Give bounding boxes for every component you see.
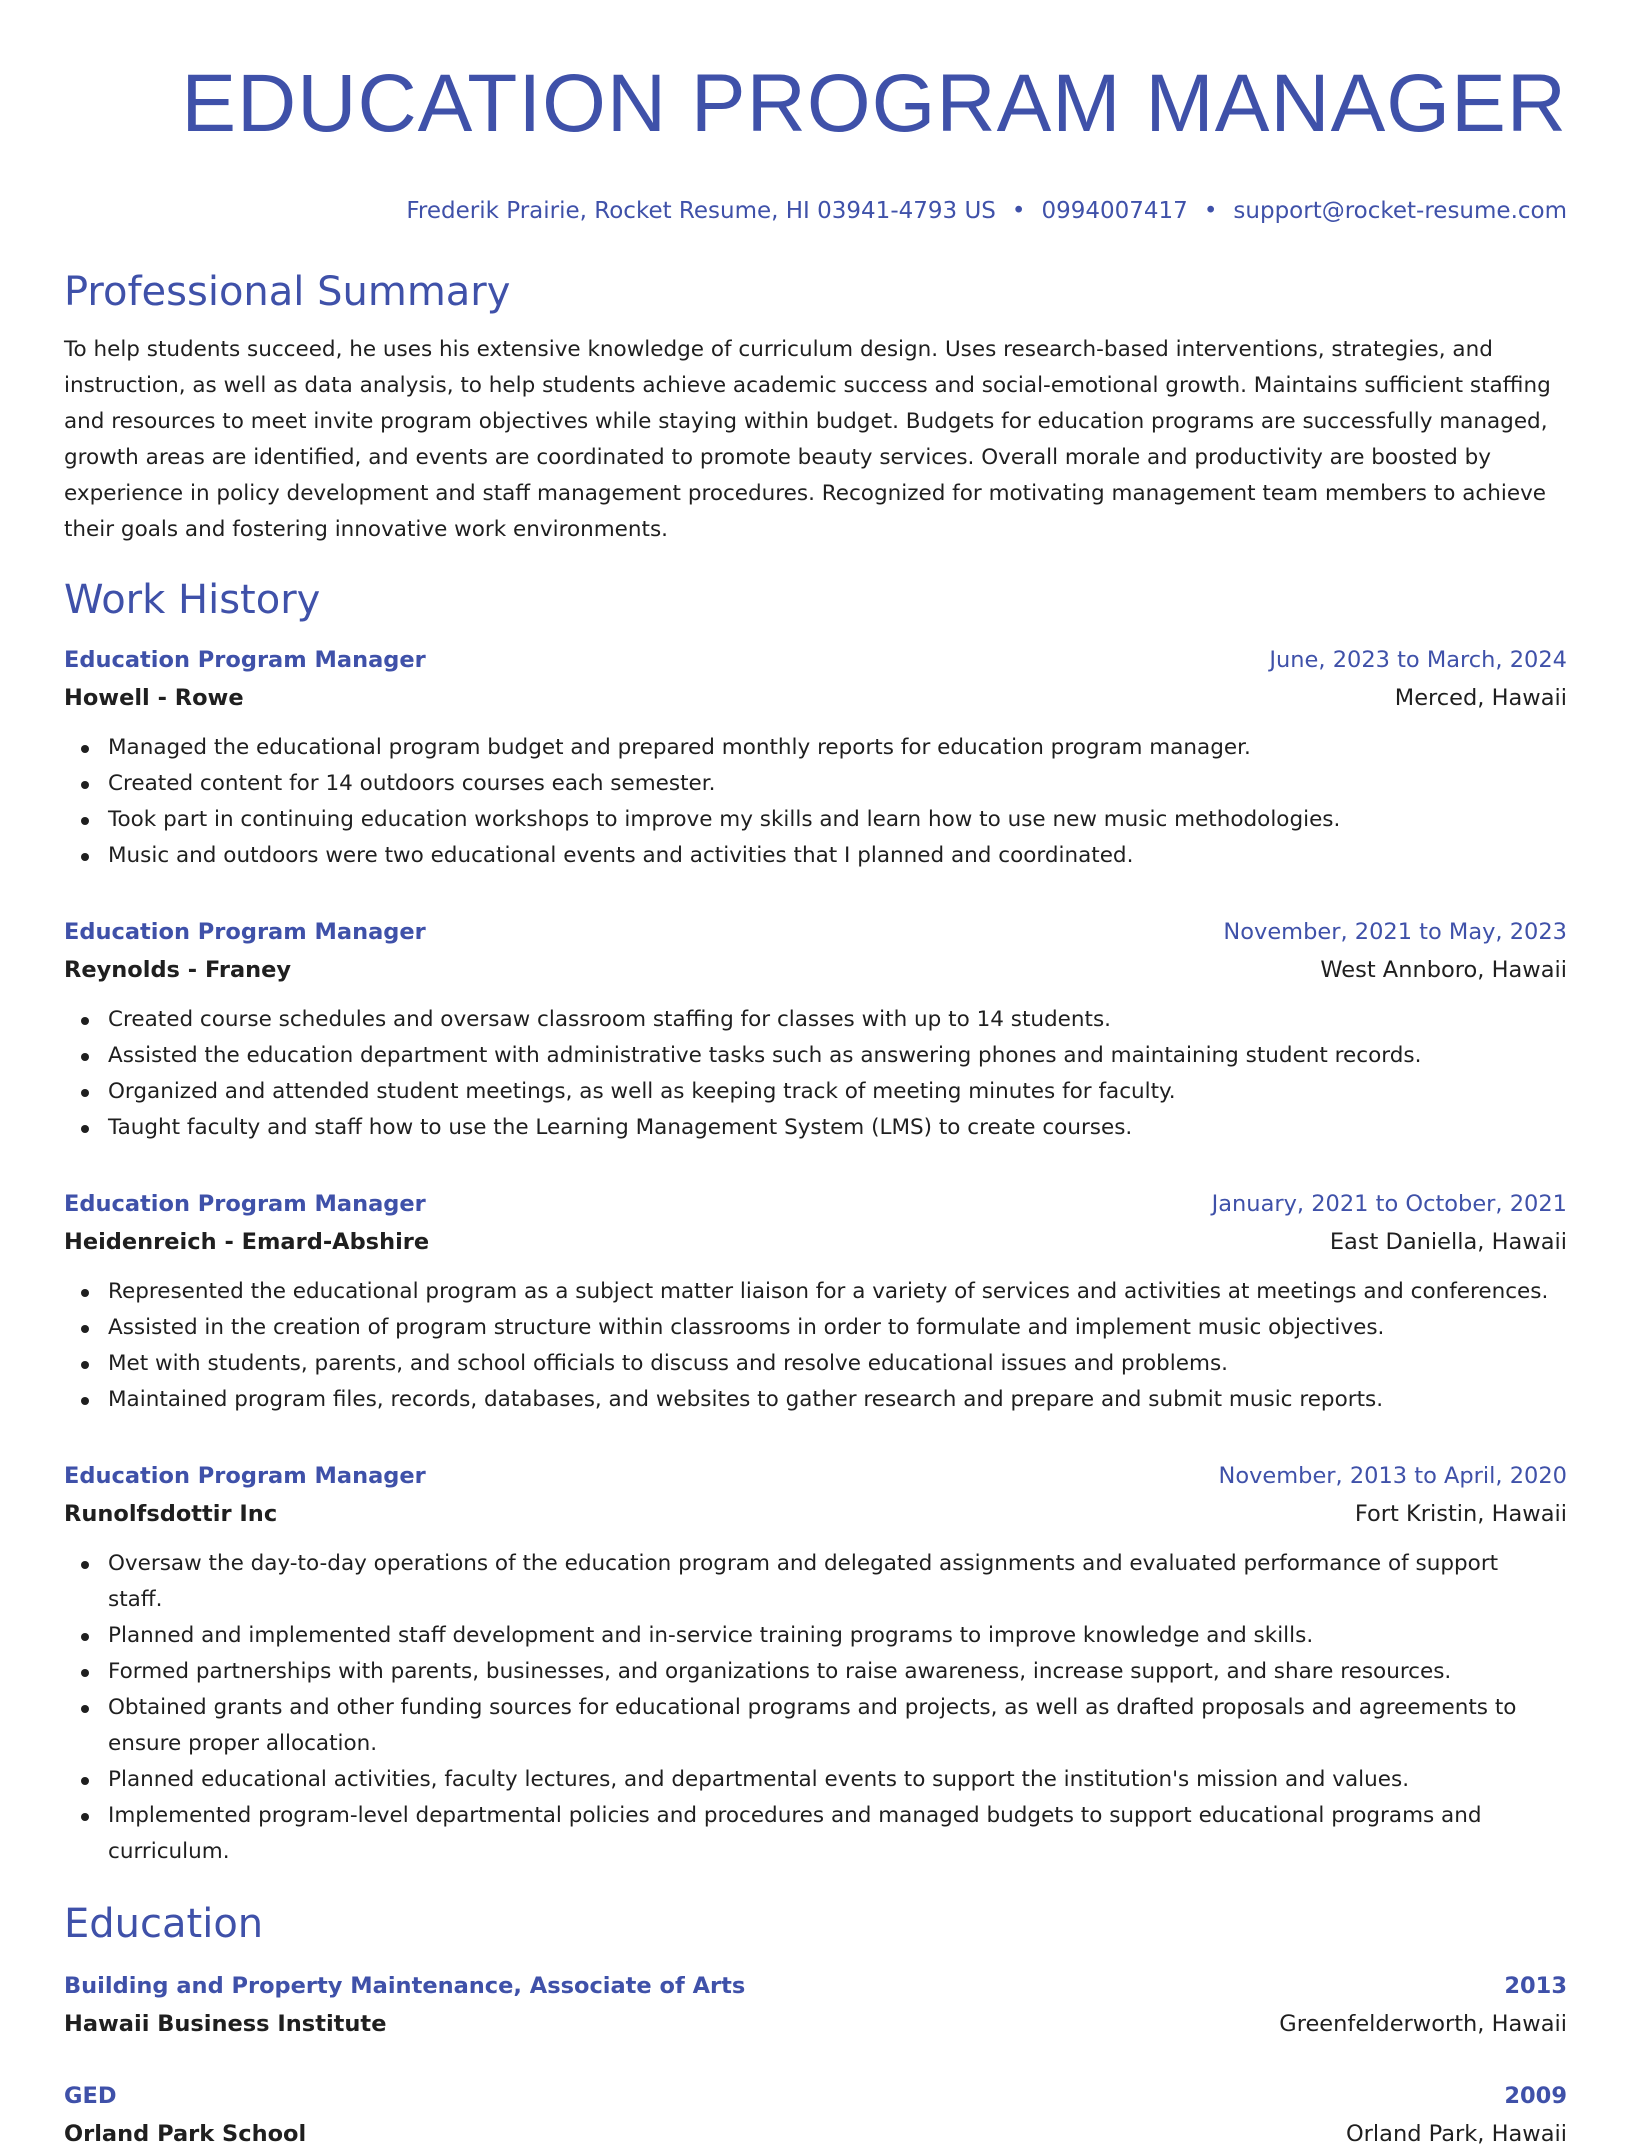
job-bullet: Organized and attended student meetings, as well as keeping track of meeting minutes for faculty. <box>108 1074 1567 1110</box>
job-header-row <box>64 644 1567 676</box>
education-location: Orland Park, Hawaii <box>1345 2121 1567 2147</box>
summary-heading: Professional Summary <box>64 269 511 315</box>
job-bullets <box>64 1546 1567 1870</box>
job-bullets <box>64 1002 1567 1146</box>
job-company: Runolfsdottir Inc <box>64 1501 278 1527</box>
education-degree: Building and Property Maintenance, Associate of Arts <box>64 1973 746 1999</box>
job-company-row <box>64 1226 1567 1258</box>
job-header-row <box>64 1460 1567 1492</box>
education-entry <box>64 2080 1567 2150</box>
job-location: East Daniella, Hawaii <box>1329 1229 1567 1255</box>
job-company-row <box>64 954 1567 986</box>
job-bullet: Oversaw the day-to-day operations of the education program and delegated assignments and evaluated performance of support staff. <box>108 1546 1567 1618</box>
job-bullet: Implemented program-level departmental policies and procedures and managed budgets to support educational programs and curriculum. <box>108 1798 1567 1870</box>
job-bullet: Created content for 14 outdoors courses each semester. <box>108 766 1567 802</box>
education-header-row <box>64 1970 1567 2002</box>
job-bullets <box>64 1274 1567 1418</box>
job-company-row <box>64 1498 1567 1530</box>
contact-separator: • <box>1011 198 1026 224</box>
education-school-row <box>64 2118 1567 2150</box>
job-bullet: Maintained program files, records, databases, and websites to gather research and prepare and submit music reports. <box>108 1382 1567 1418</box>
job-entry <box>64 916 1567 1146</box>
job-company: Heidenreich - Emard-Abshire <box>64 1229 430 1255</box>
contact-email[interactable]: support@rocket-resume.com <box>1233 198 1567 224</box>
job-bullet: Obtained grants and other funding sources for educational programs and projects, as well as drafted proposals and agreements to ensure proper allocation. <box>108 1690 1567 1762</box>
job-bullet: Met with students, parents, and school officials to discuss and resolve educational issues and problems. <box>108 1346 1567 1382</box>
job-dates: November, 2013 to April, 2020 <box>1218 1463 1567 1489</box>
job-bullet: Planned and implemented staff development and in-service training programs to improve knowledge and skills. <box>108 1618 1567 1654</box>
resume-page <box>64 0 1567 2150</box>
job-title: Education Program Manager <box>64 1191 426 1217</box>
education-location: Greenfelderworth, Hawaii <box>1279 2011 1567 2037</box>
education-header-row <box>64 2080 1567 2112</box>
education-entry <box>64 1970 1567 2040</box>
education-year: 2013 <box>1504 1973 1567 1999</box>
contact-separator: • <box>1203 198 1218 224</box>
job-bullet: Created course schedules and oversaw classroom staffing for classes with up to 14 students. <box>108 1002 1567 1038</box>
job-title: Education Program Manager <box>64 647 426 673</box>
education-heading: Education <box>64 1901 264 1947</box>
job-bullet: Managed the educational program budget and prepared monthly reports for education program manager. <box>108 730 1567 766</box>
contact-address: Frederik Prairie, Rocket Resume, HI 03941-4793 US <box>406 198 996 224</box>
job-dates: January, 2021 to October, 2021 <box>1211 1191 1567 1217</box>
contact-phone: 0994007417 <box>1041 198 1188 224</box>
job-bullet: Formed partnerships with parents, businesses, and organizations to raise awareness, increase support, and share resources. <box>108 1654 1567 1690</box>
job-entry <box>64 1188 1567 1418</box>
job-bullet: Music and outdoors were two educational events and activities that I planned and coordinated. <box>108 838 1567 874</box>
job-location: West Annboro, Hawaii <box>1320 957 1567 983</box>
education-school: Hawaii Business Institute <box>64 2011 387 2037</box>
contact-line <box>64 196 1567 226</box>
job-location: Merced, Hawaii <box>1394 685 1567 711</box>
resume-title: EDUCATION PROGRAM MANAGER <box>181 58 1567 149</box>
job-bullet: Took part in continuing education workshops to improve my skills and learn how to use new music methodologies. <box>108 802 1567 838</box>
job-bullet: Planned educational activities, faculty lectures, and departmental events to support the institution's mission and values. <box>108 1762 1567 1798</box>
work-history-heading: Work History <box>64 577 321 623</box>
job-entry <box>64 644 1567 874</box>
job-bullet: Taught faculty and staff how to use the Learning Management System (LMS) to create courses. <box>108 1110 1567 1146</box>
education-degree: GED <box>64 2083 117 2109</box>
education-school: Orland Park School <box>64 2121 307 2147</box>
education-year: 2009 <box>1504 2083 1567 2109</box>
job-title: Education Program Manager <box>64 919 426 945</box>
job-location: Fort Kristin, Hawaii <box>1354 1501 1567 1527</box>
job-title: Education Program Manager <box>64 1463 426 1489</box>
job-company: Reynolds - Franey <box>64 957 292 983</box>
job-header-row <box>64 1188 1567 1220</box>
job-bullet: Assisted in the creation of program structure within classrooms in order to formulate and implement music objectives. <box>108 1310 1567 1346</box>
job-bullets <box>64 730 1567 874</box>
job-dates: June, 2023 to March, 2024 <box>1269 647 1567 673</box>
job-dates: November, 2021 to May, 2023 <box>1223 919 1567 945</box>
job-bullet: Represented the educational program as a subject matter liaison for a variety of services and activities at meetings and conferences. <box>108 1274 1567 1310</box>
job-entry <box>64 1460 1567 1870</box>
job-company: Howell - Rowe <box>64 685 244 711</box>
education-school-row <box>64 2008 1567 2040</box>
job-company-row <box>64 682 1567 714</box>
job-bullet: Assisted the education department with administrative tasks such as answering phones and maintaining student records. <box>108 1038 1567 1074</box>
summary-text: To help students succeed, he uses his extensive knowledge of curriculum design. Uses research-based interventions, strategies, and instruction, as well as data analysis, to help students achieve academic success and social-emotional growth. Maintains sufficient staffing and resources to meet invite program objectives while staying within budget. Budgets for education programs are successfully managed, growth areas are identified, and events are coordinated to promote beauty services. Overall morale and productivity are boosted by experience in policy development and staff management procedures. Recognized for motivating management team members to achieve their goals and fostering innovative work environments. <box>64 337 1551 542</box>
job-header-row <box>64 916 1567 948</box>
